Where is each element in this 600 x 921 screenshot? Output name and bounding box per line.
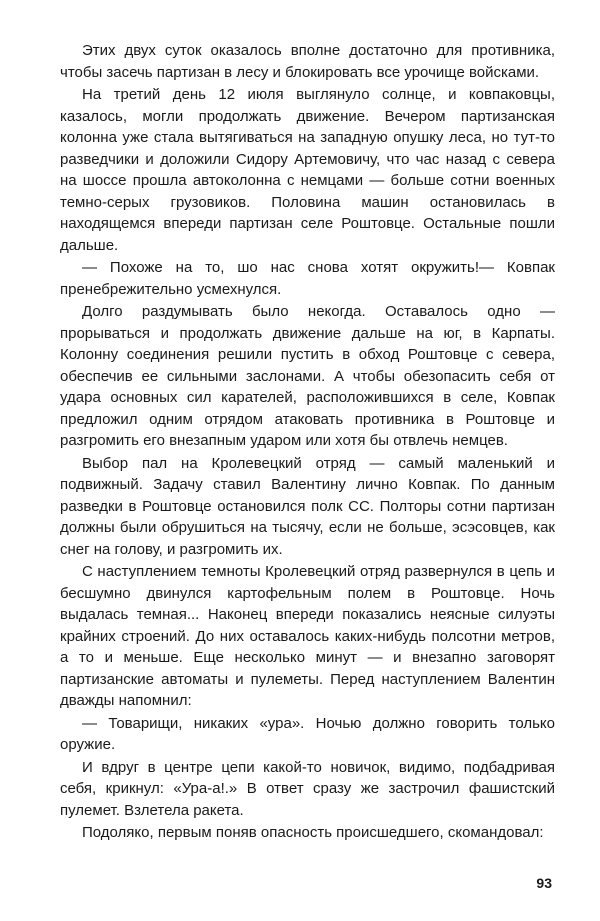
paragraph-8: И вдруг в центре цепи какой-то новичок, видимо, подбадривая себя, крикнул: «Ура-а!.» В ответ сразу же застрочил фашистский пулемет. Взлетела ракета. bbox=[60, 758, 555, 819]
paragraph-6: С наступлением темноты Кролевецкий отряд развернулся в цепь и бесшумно двинулся картофельным полем в Роштовце. Ночь выдалась темная... Наконец впереди показались неясные силуэты крайних строений. До них оставалось каких-нибудь полсотни метров, а то и меньше. Еще несколько минут — и внезапно заговорят партизанские автоматы и пулеметы. Перед наступлением Валентин дважды напомнил: bbox=[60, 563, 555, 709]
paragraph-5: Выбор пал на Кролевецкий отряд — самый маленький и подвижный. Задачу ставил Валентину лично Ковпак. По данным разведки в Роштовце остановился полк СС. Полторы сотни партизан должны были обрушиться на тысячу, если не больше, эсэсовцев, как снег на голову, и разгромить их. bbox=[60, 454, 555, 558]
paragraph-1: Этих двух суток оказалось вполне достаточно для противника, чтобы засечь партизан в лесу и блокировать все урочище войсками. bbox=[60, 42, 555, 81]
paragraph-3: — Похоже на то, шо нас снова хотят окружить!— Ковпак пренебрежительно усмехнулся. bbox=[60, 259, 555, 298]
paragraph-7: — Товарищи, никаких «ура». Ночью должно говорить только оружие. bbox=[60, 714, 555, 753]
paragraph-4: Долго раздумывать было некогда. Оставалось одно — прорываться и продолжать движение дальше на юг, в Карпаты. Колонну соединения решили пустить в обход Роштовце с севера, обеспечив ее сильными заслонами. А чтобы обезопасить себя от удара основных сил карателей, расположившихся в селе, Ковпак предложил одним отрядом атаковать противника в Роштовце и разгромить его внезапным ударом или хотя бы отвлечь немцев. bbox=[60, 303, 555, 449]
paragraph-2: На третий день 12 июля выглянуло солнце, и ковпаковцы, казалось, могли продолжать движение. Вечером партизанская колонна уже стала вытягиваться на западную опушку леса, но тут-то разведчики и доложили Сидору Артемовичу, что час назад с севера на шоссе прошла автоколонна с немцами — больше сотни военных темно-серых грузовиков. Половина машин остановилась в находящемся впереди партизан селе Роштовце. Остальные пошли дальше. bbox=[60, 86, 555, 254]
book-page bbox=[60, 40, 555, 880]
page-number: 93 bbox=[536, 875, 552, 891]
paragraph-9: Подоляко, первым поняв опасность происшедшего, скомандовал: bbox=[82, 824, 544, 841]
